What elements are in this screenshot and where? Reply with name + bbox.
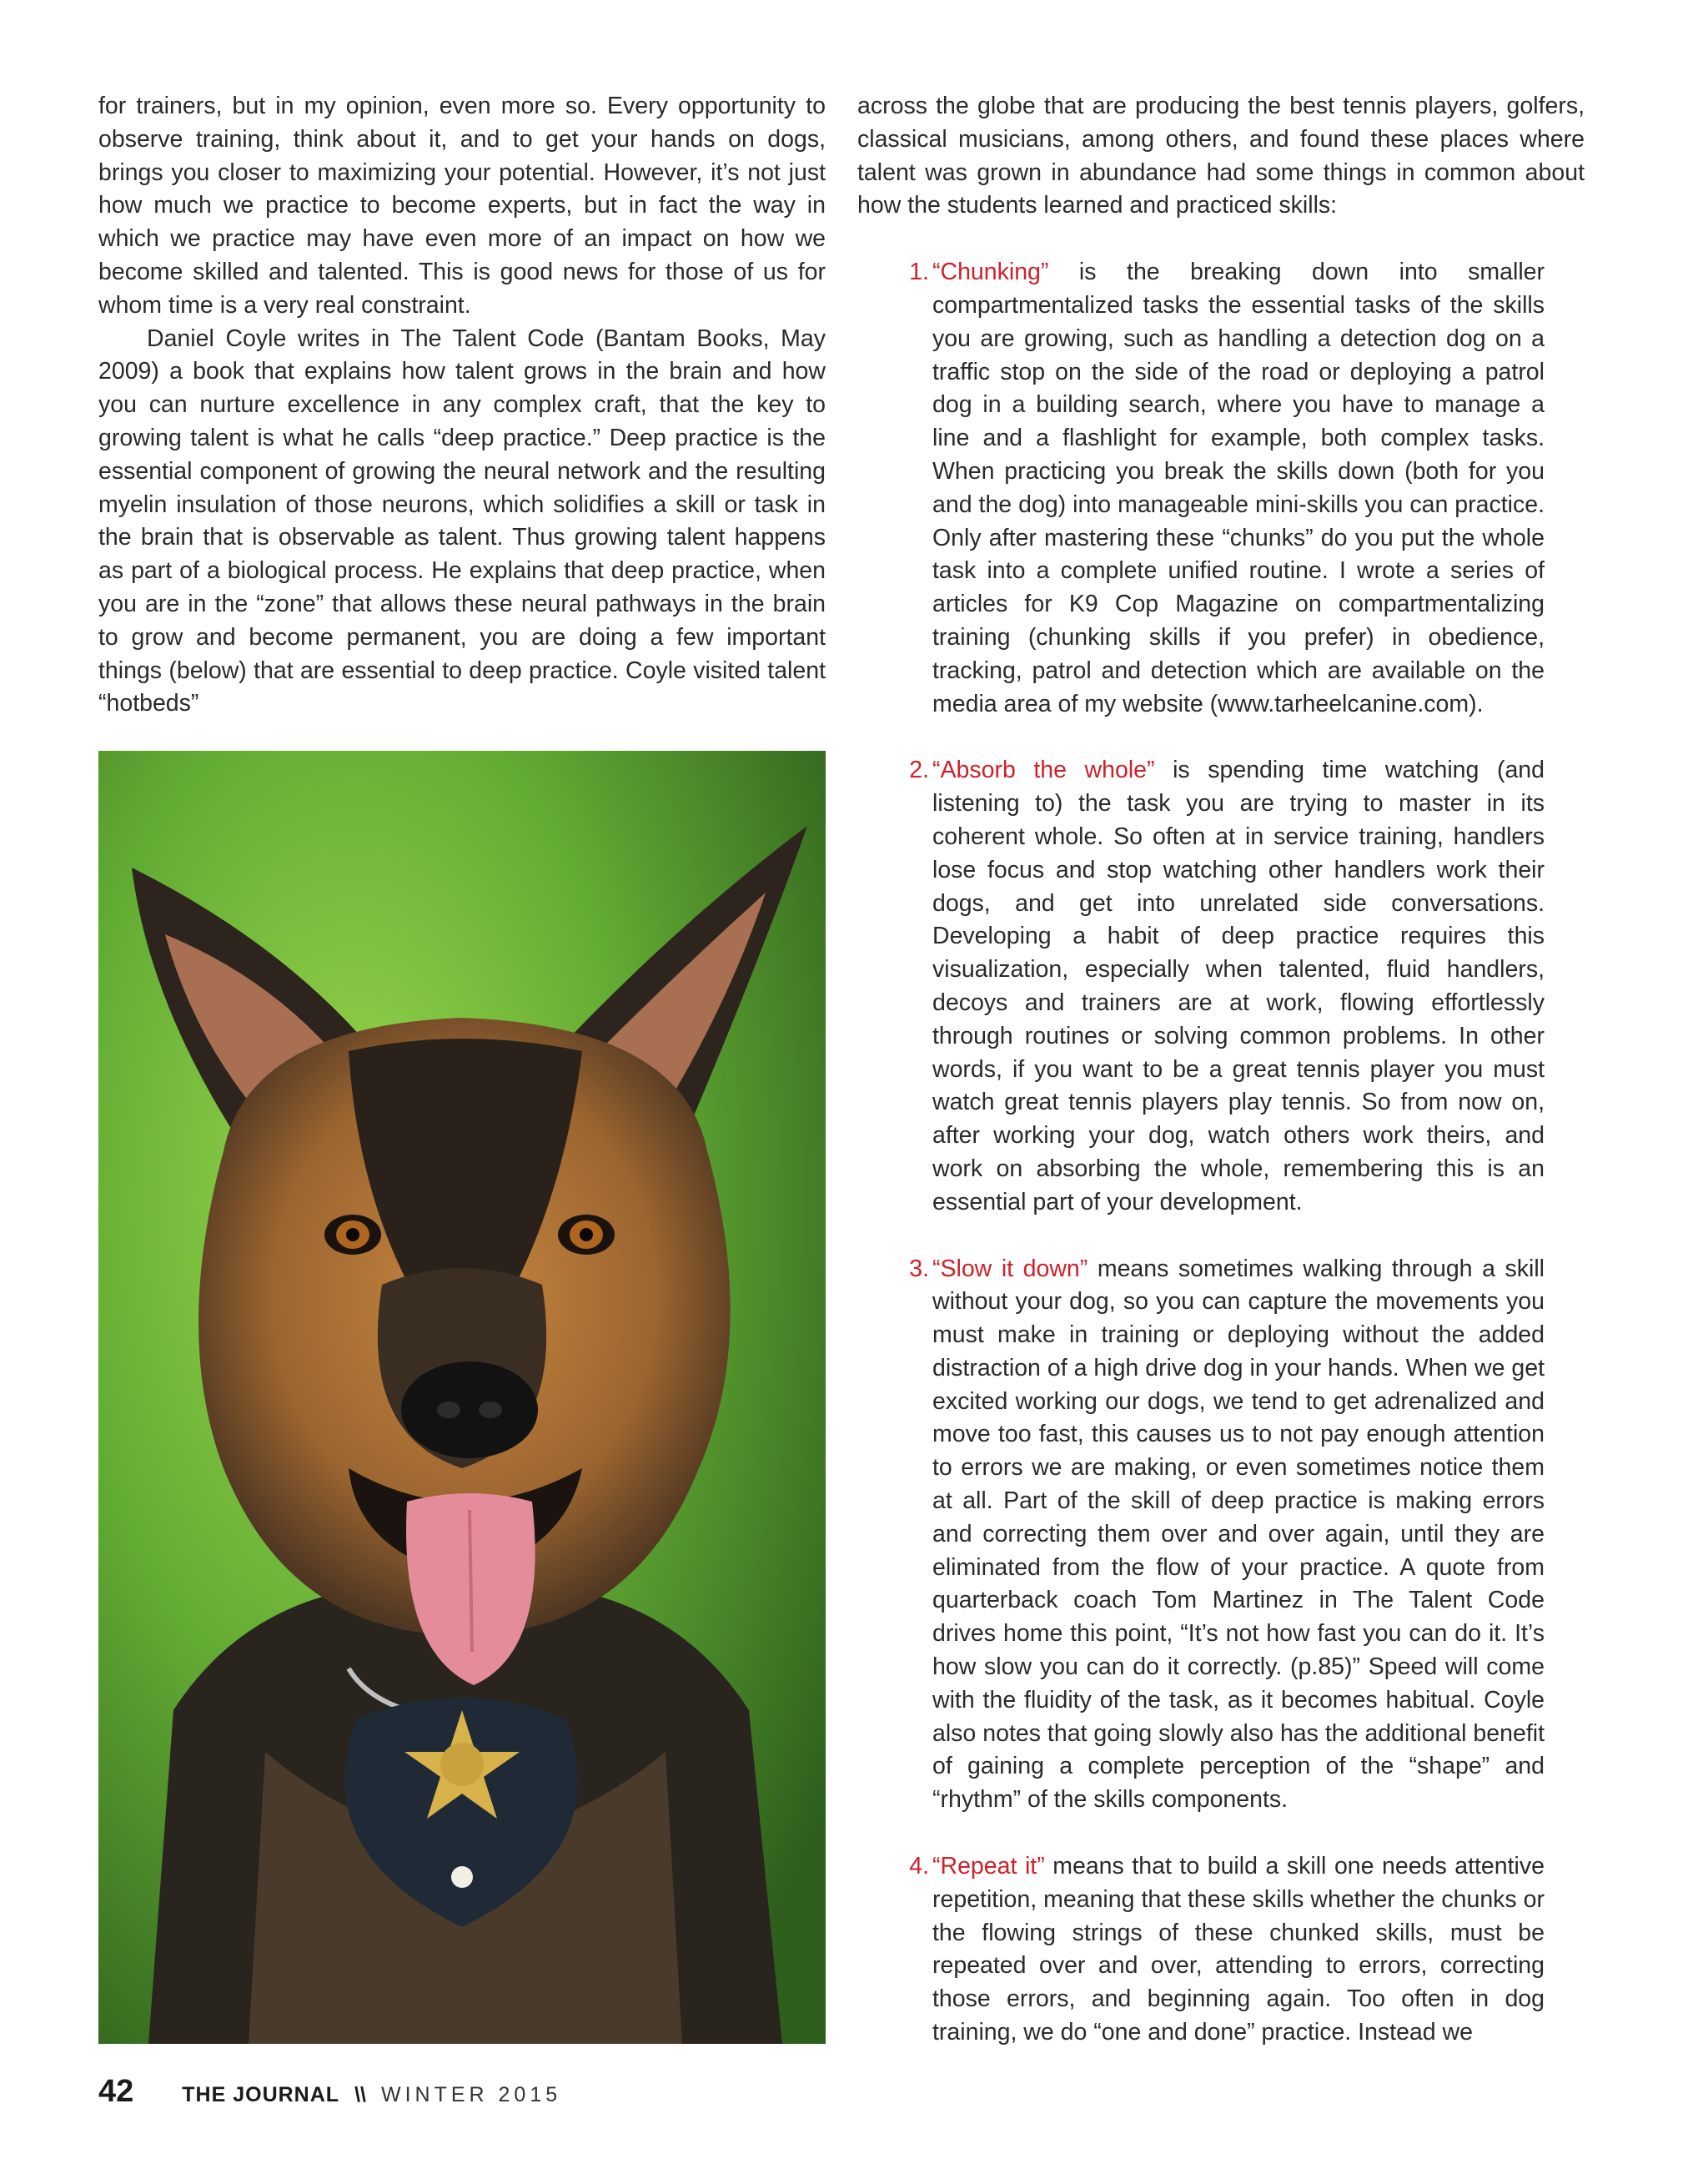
list-number: 4. [909, 1853, 929, 1880]
item-text: means that to build a skill one needs attentive repetition, meaning that these skills whether the chunks or the flowing strings of these chunked skills, must be repeated over and over, attending to errors, correcting those errors, and beginning again. Too often in dog training, we do “one and done” practice. Instead we [932, 1853, 1545, 2046]
body-paragraph: for trainers, but in my opinion, even more so. Every opportunity to observe training, think about it, and to get your hands on dogs, brings you closer to maximizing your potential. However, it’s not just how much we practice to become experts, but in fact the way in which we practice may have even more of an impact on how we become skilled and talented. This is good news for those of us for whom time is a very real constraint. [98, 93, 826, 319]
page-footer [98, 2074, 561, 2116]
list-number: 2. [909, 757, 929, 784]
right-column [857, 90, 1585, 2083]
publication-name: THE JOURNAL [182, 2083, 340, 2106]
item-text: is spending time watching (and listening to) the task you are trying to master in its coherent whole. So often at in service training, handlers lose focus and stop watching other handlers work their dogs, and get into unrelated side conversations. Developing a habit of deep practice requires this visualization, especially when talented, fluid handlers, decoys and trainers are at work, flowing effortlessly through routines or solving common problems. In other words, if you want to be a great tennis player you must watch great tennis players play tennis. So from now on, after working your dog, watch others work theirs, and work on absorbing the whole, remembering this is an essential part of your development. [932, 757, 1545, 1215]
footer-separator: \\ [354, 2083, 366, 2106]
list-item [857, 1253, 1585, 1818]
german-shepherd-illustration [98, 751, 826, 2044]
dog-photo [98, 751, 826, 2044]
item-term: “Slow it down” [932, 1255, 1088, 1282]
intro-paragraph: across the globe that are producing the best tennis players, golfers, classical musicians, among others, and found these places where talent was grown in abundance had some things in common about how the students learned and practiced skills: [857, 93, 1585, 219]
item-text: means sometimes walking through a skill without your dog, so you can capture the movements you must make in training or deploying without the added distraction of a high drive dog in your hands. When we get excited working our dogs, we tend to get adrenalized and move too fast, this causes us to not pay enough attention to errors we are making, or even sometimes notice them at all. Part of the skill of deep practice is making errors and correcting them over and over again, until they are eliminated from the flow of your practice. A quote from quarterback coach Tom Martinez in The Talent Code drives home this point, “It’s not how fast you can do it. It’s how slow you can do it correctly. (p.85)” Speed will come with the fluidity of the task, as it becomes habitual. Coyle also notes that going slowly also has the additional benefit of gaining a complete perception of the “shape” and “rhythm” of the skills components. [932, 1255, 1545, 1814]
page-number: 42 [98, 2074, 134, 2109]
item-text: is the breaking down into smaller compartmentalized tasks the essential tasks of the skills you are growing, such as handling a detection dog on a traffic stop on the side of the road or deploying a patrol dog in a building search, where you have to manage a line and a flashlight for example, both complex tasks. When practicing you break the skills down (both for you and the dog) into manageable mini-skills you can practice. Only after mastering these “chunks” do you put the whole task into a complete unified routine. I wrote a series of articles for K9 Cop Magazine on compartmentalizing training (chunking skills if you prefer) in obedience, tracking, patrol and detection which are available on the media area of my website (www.tarheelcanine.com). [932, 259, 1545, 717]
issue-name: WINTER 2015 [380, 2083, 562, 2106]
list-item [857, 1850, 1585, 2050]
list-number: 3. [909, 1255, 929, 1282]
item-term: “Absorb the whole” [932, 757, 1155, 784]
item-term: “Chunking” [932, 259, 1049, 286]
list-number: 1. [909, 259, 929, 286]
body-paragraph: Daniel Coyle writes in The Talent Code (Bantam Books, May 2009) a book that explains how talent grows in the brain and how you can nurture excellence in any complex craft, that the key to growing talent is what he calls “deep practice.” Deep practice is the essential component of growing the neural network and the resulting myelin insulation of those neurons, which solidifies a skill or task in the brain that is observable as talent. Thus growing talent happens as part of a biological process. He explains that deep practice, when you are in the “zone” that allows these neural pathways in the brain to grow and become permanent, you are doing a few important things (below) that are essential to deep practice. Coyle visited talent “hotbeds” [98, 325, 826, 717]
tips-list [857, 256, 1585, 2050]
left-column [98, 90, 826, 721]
list-item [857, 256, 1585, 721]
item-term: “Repeat it” [932, 1853, 1045, 1880]
list-item [857, 754, 1585, 1219]
